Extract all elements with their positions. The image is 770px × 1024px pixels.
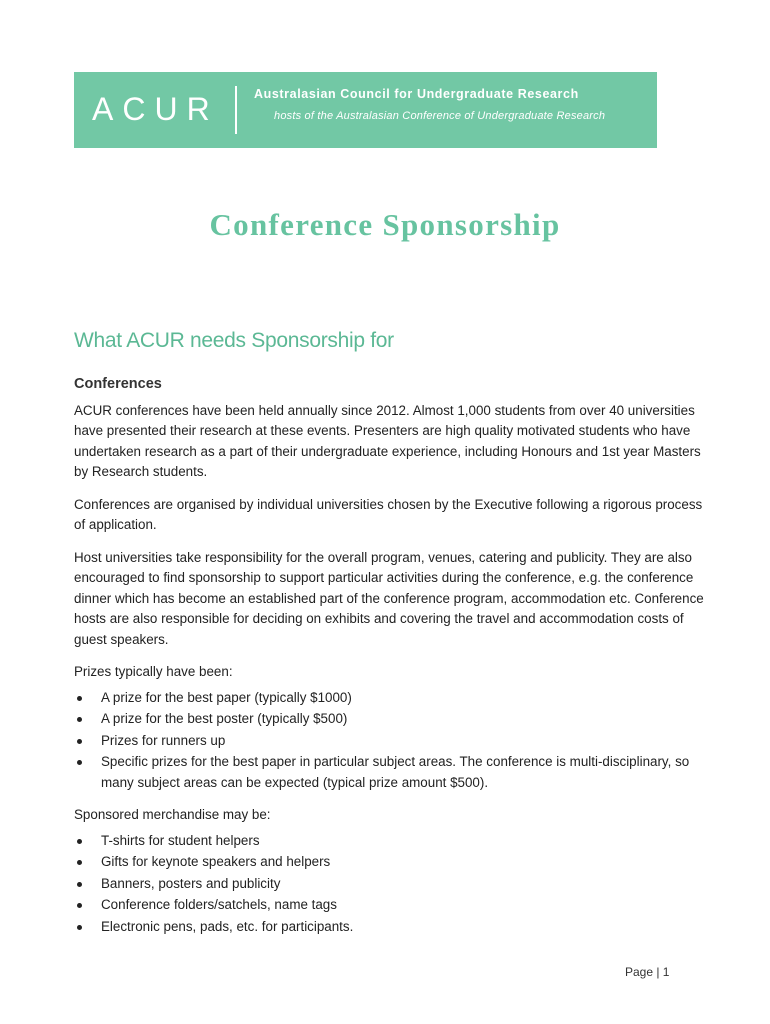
- list-item: [74, 895, 704, 916]
- bullet-icon: [77, 717, 82, 722]
- list-item-text: Gifts for keynote speakers and helpers: [101, 854, 331, 869]
- paragraph: Conferences are organised by individual universities chosen by the Executive following a rigorous process of application.: [74, 496, 703, 532]
- list-item: [74, 831, 704, 852]
- list-item-text: Electronic pens, pads, etc. for participants.: [101, 918, 354, 934]
- list-item: [74, 731, 704, 752]
- list-item-text: Prizes for runners up: [101, 732, 226, 748]
- list-item: [74, 688, 704, 709]
- bullet-icon: [77, 760, 82, 765]
- list-item-text: Specific prizes for the best paper in particular subject areas. The conference is multi-disciplinary, so many subject areas can be expected (typical prize amount $500).: [101, 754, 690, 790]
- header-banner: [74, 72, 657, 148]
- document-body: [74, 374, 704, 949]
- bullet-icon: [77, 739, 82, 744]
- council-name: Australasian Council for Undergraduate Research: [254, 87, 579, 101]
- list-item: [74, 852, 704, 873]
- page-number: Page | 1: [625, 965, 670, 979]
- list-item: [74, 752, 704, 793]
- list-item: [74, 917, 704, 938]
- list-item: [74, 709, 704, 730]
- acur-logo: ACUR: [92, 91, 219, 127]
- paragraph: ACUR conferences have been held annually since 2012. Almost 1,000 students from over 40 universities have presented their research at these events. Presenters are high quality motivated students who have undertaken research as a part of their undergraduate experience, including Honours and 1st year Masters by Research students.: [74, 402, 701, 479]
- list-item-text: Conference folders/satchels, name tags: [101, 897, 337, 912]
- council-tagline: hosts of the Australasian Conference of Undergraduate Research: [274, 110, 606, 122]
- bullet-icon: [77, 925, 82, 930]
- bullet-icon: [77, 882, 82, 887]
- paragraph: Host universities take responsibility for the overall program, venues, catering and publicity. They are also encouraged to find sponsorship to support particular activities during the conference, e.g. the conference dinner which has become an established part of the conference program, accommodation etc. Conference hosts are also responsible for deciding on exhibits and covering the travel and accommodation costs of guest speakers.: [74, 549, 704, 647]
- list-item-text: T-shirts for student helpers: [101, 832, 260, 848]
- merchandise-list: [74, 831, 704, 938]
- list-item-text: A prize for the best paper (typically $1000): [101, 689, 352, 705]
- bullet-icon: [77, 903, 82, 908]
- bullet-icon: [77, 860, 82, 865]
- document-title: Conference Sponsorship: [209, 207, 561, 242]
- prizes-intro: Prizes typically have been:: [74, 664, 233, 679]
- prizes-list: [74, 688, 704, 794]
- bullet-icon: [77, 839, 82, 844]
- list-item-text: Banners, posters and publicity: [101, 875, 281, 891]
- logo-divider: [235, 86, 237, 134]
- bullet-icon: [77, 696, 82, 701]
- merchandise-intro: Sponsored merchandise may be:: [74, 807, 271, 822]
- list-item-text: A prize for the best poster (typically $500): [101, 711, 348, 726]
- section-heading: What ACUR needs Sponsorship for: [74, 329, 394, 352]
- list-item: [74, 874, 704, 895]
- subheading-conferences: Conferences: [74, 376, 162, 392]
